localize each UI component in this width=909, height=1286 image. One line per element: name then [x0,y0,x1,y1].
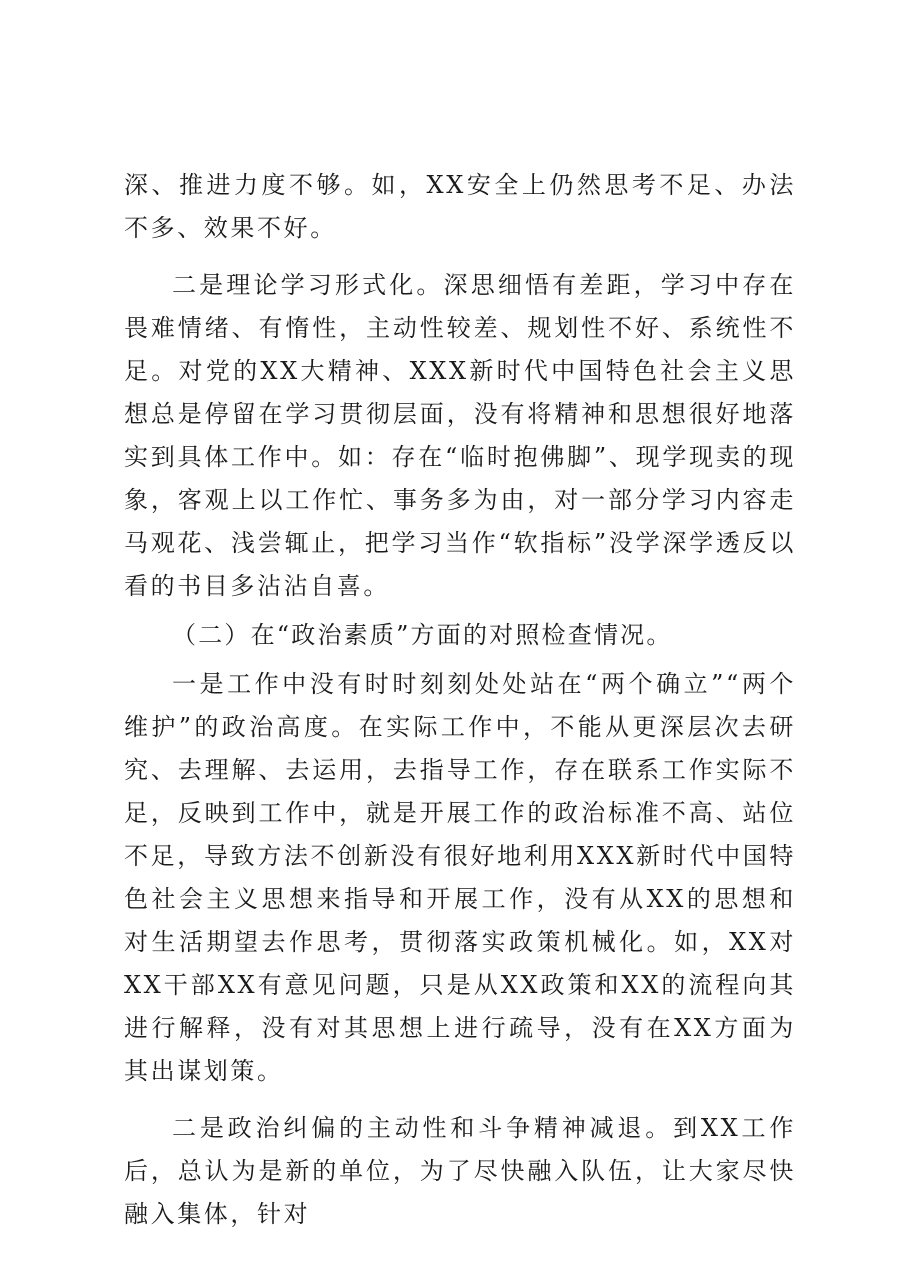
paragraph-political-height: 一是工作中没有时时刻刻处处站在“两个确立”“两个维护”的政治高度。在实际工作中，不能从更深层次去研究、去理解、去运用，去指导工作，存在联系工作实际不足，反映到工作中，就是开展工作的政治标准不高、站位不足，导致方法不创新没有很好地利用XXX新时代中国特色社会主义思想来指导和开展工作，没有从XX的思想和对生活期望去作思考，贯彻落实政策机械化。如，XX对XX干部XX有意见问题，只是从XX政策和XX的流程向其进行解释，没有对其思想上进行疏导，没有在XX方面为其出谋划策。 [124,670,796,1085]
section-heading-political-quality: （二）在“政治素质”方面的对照检查情况。 [172,621,673,649]
paragraph-theory-study: 二是理论学习形式化。深思细悟有差距，学习中存在畏难情绪、有惰性，主动性较差、规划性不好、系统性不足。对党的XX大精神、XXX新时代中国特色社会主义思想总是停留在学习贯彻层面，没有将精神和思想很好地落实到具体工作中。如：存在“临时抱佛脚”、现学现卖的现象，客观上以工作忙、事务多为由，对一部分学习内容走马观花、浅尝辄止，把学习当作“软指标”没学深学透反以看的书目多沾沾自喜。 [124,271,796,600]
paragraph-political-correction: 二是政治纠偏的主动性和斗争精神减退。到XX工作后，总认为是新的单位，为了尽快融入队伍，让大家尽快融入集体，针对 [124,1114,796,1228]
document-body [124,164,796,1236]
paragraph-continuation: 深、推进力度不够。如，XX安全上仍然思考不足、办法不多、效果不好。 [124,171,796,242]
